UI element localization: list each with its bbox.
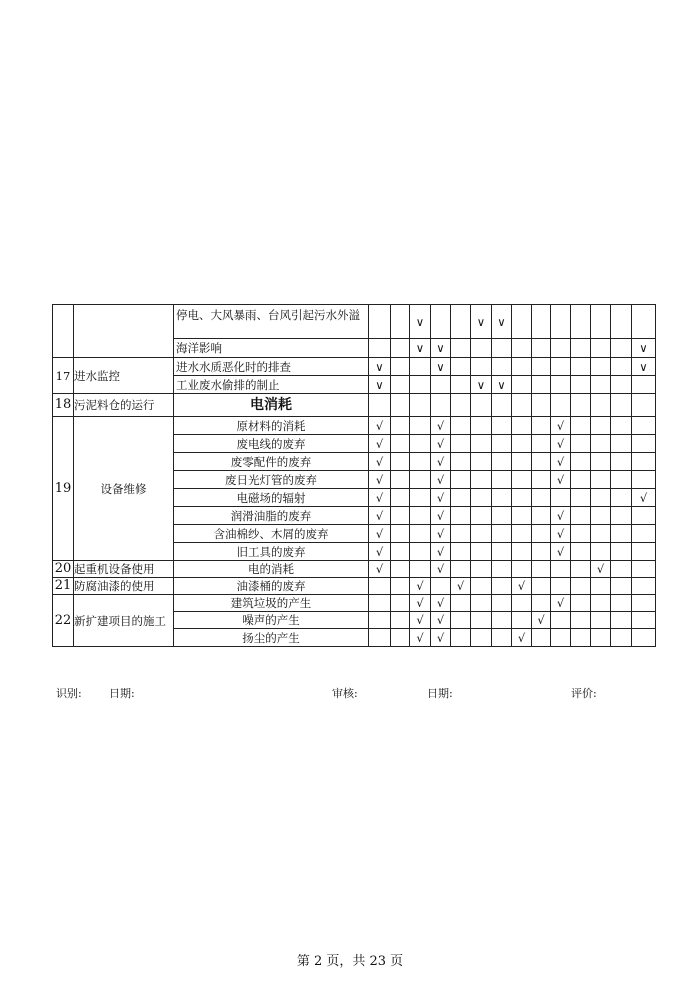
mark-cell — [632, 561, 656, 578]
mark-cell — [591, 435, 611, 453]
mark-cell — [512, 489, 532, 507]
mark-cell — [551, 339, 571, 358]
mark-cell — [591, 507, 611, 525]
mark-cell: √ — [431, 453, 451, 471]
mark-cell: √ — [431, 612, 451, 629]
mark-cell — [591, 358, 611, 376]
mark-cell — [551, 376, 571, 394]
mark-cell: ∨ — [471, 305, 492, 339]
mark-cell — [492, 595, 512, 612]
mark-cell — [451, 358, 471, 376]
mark-cell — [591, 471, 611, 489]
mark-cell — [532, 358, 551, 376]
mark-cell — [591, 339, 611, 358]
mark-cell — [571, 417, 591, 435]
mark-cell — [571, 376, 591, 394]
mark-cell — [391, 595, 410, 612]
mark-cell — [611, 525, 632, 543]
evaluate-label: 评价: — [571, 687, 597, 700]
row-number: 18 — [53, 394, 74, 417]
aspect-name: 旧工具的废弃 — [174, 543, 369, 561]
table-row — [53, 417, 656, 435]
mark-cell — [492, 339, 512, 358]
mark-cell: √ — [369, 561, 391, 578]
mark-cell — [591, 376, 611, 394]
table-row — [53, 305, 656, 339]
mark-cell — [451, 305, 471, 339]
mark-cell — [451, 629, 471, 647]
mark-cell — [369, 595, 391, 612]
mark-cell — [571, 543, 591, 561]
mark-cell — [492, 525, 512, 543]
mark-cell — [410, 394, 431, 417]
mark-cell: √ — [591, 561, 611, 578]
mark-cell: ∨ — [410, 339, 431, 358]
mark-cell — [410, 471, 431, 489]
mark-cell — [632, 471, 656, 489]
aspect-name: 噪声的产生 — [174, 612, 369, 629]
mark-cell: √ — [369, 417, 391, 435]
mark-cell — [532, 489, 551, 507]
mark-cell: √ — [512, 578, 532, 595]
process-name: 污泥料仓的运行 — [74, 394, 174, 417]
mark-cell — [369, 612, 391, 629]
mark-cell — [571, 612, 591, 629]
mark-cell — [471, 612, 492, 629]
row-number: 22 — [53, 595, 74, 647]
mark-cell: √ — [410, 595, 431, 612]
mark-cell — [471, 358, 492, 376]
aspect-name: 原材料的消耗 — [174, 417, 369, 435]
mark-cell — [571, 525, 591, 543]
mark-cell — [551, 561, 571, 578]
mark-cell — [471, 435, 492, 453]
mark-cell — [591, 578, 611, 595]
mark-cell — [492, 578, 512, 595]
mark-cell — [410, 507, 431, 525]
mark-cell — [471, 543, 492, 561]
mark-cell — [451, 394, 471, 417]
mark-cell — [391, 525, 410, 543]
mark-cell — [591, 595, 611, 612]
mark-cell — [492, 507, 512, 525]
mark-cell — [451, 561, 471, 578]
mark-cell — [492, 394, 512, 417]
mark-cell — [410, 543, 431, 561]
mark-cell — [632, 435, 656, 453]
mark-cell — [391, 417, 410, 435]
mark-cell — [571, 339, 591, 358]
mark-cell — [451, 453, 471, 471]
aspect-name: 废零配件的废弃 — [174, 453, 369, 471]
mark-cell — [591, 417, 611, 435]
mark-cell — [571, 561, 591, 578]
table-row — [53, 595, 656, 612]
row-number: 20 — [53, 561, 74, 578]
mark-cell — [512, 612, 532, 629]
aspect-name: 润滑油脂的废弃 — [174, 507, 369, 525]
mark-cell: √ — [551, 435, 571, 453]
mark-cell — [611, 543, 632, 561]
mark-cell: ∨ — [369, 376, 391, 394]
aspect-table — [52, 304, 656, 647]
mark-cell — [492, 543, 512, 561]
mark-cell — [632, 305, 656, 339]
mark-cell — [471, 417, 492, 435]
mark-cell — [369, 578, 391, 595]
mark-cell — [369, 305, 391, 339]
mark-cell — [492, 435, 512, 453]
mark-cell — [451, 435, 471, 453]
mark-cell — [492, 629, 512, 647]
row-number: 21 — [53, 578, 74, 595]
mark-cell — [512, 435, 532, 453]
mark-cell: √ — [410, 612, 431, 629]
mark-cell — [391, 435, 410, 453]
mark-cell — [532, 507, 551, 525]
mark-cell — [512, 507, 532, 525]
mark-cell: √ — [410, 629, 431, 647]
mark-cell: √ — [551, 417, 571, 435]
mark-cell — [410, 417, 431, 435]
mark-cell — [532, 376, 551, 394]
mark-cell: √ — [410, 578, 431, 595]
mark-cell — [611, 358, 632, 376]
mark-cell: √ — [431, 525, 451, 543]
mark-cell: √ — [532, 612, 551, 629]
mark-cell — [391, 578, 410, 595]
mark-cell — [591, 453, 611, 471]
mark-cell — [591, 394, 611, 417]
mark-cell — [369, 629, 391, 647]
mark-cell: √ — [431, 561, 451, 578]
table-row — [53, 561, 656, 578]
mark-cell: √ — [451, 578, 471, 595]
mark-cell — [532, 595, 551, 612]
mark-cell — [410, 435, 431, 453]
review-label: 审核: — [332, 687, 358, 700]
mark-cell — [471, 453, 492, 471]
mark-cell — [571, 507, 591, 525]
process-name: 新扩建项目的施工 — [74, 595, 174, 647]
mark-cell — [369, 394, 391, 417]
mark-cell: √ — [369, 453, 391, 471]
page-number: 第 2 页，共 23 页 — [296, 954, 404, 969]
mark-cell: ∨ — [492, 305, 512, 339]
mark-cell — [532, 339, 551, 358]
process-name: 起重机设备使用 — [74, 561, 174, 578]
mark-cell — [492, 417, 512, 435]
table-row — [53, 578, 656, 595]
mark-cell — [632, 612, 656, 629]
mark-cell — [431, 305, 451, 339]
mark-cell — [571, 489, 591, 507]
row-number: 17 — [53, 358, 74, 394]
mark-cell — [611, 417, 632, 435]
mark-cell — [512, 561, 532, 578]
mark-cell — [611, 561, 632, 578]
mark-cell — [471, 561, 492, 578]
mark-cell: √ — [431, 435, 451, 453]
mark-cell — [512, 358, 532, 376]
aspect-name: 电的消耗 — [174, 561, 369, 578]
aspect-name: 电磁场的辐射 — [174, 489, 369, 507]
mark-cell: √ — [551, 595, 571, 612]
mark-cell — [471, 578, 492, 595]
mark-cell — [611, 629, 632, 647]
aspect-name: 工业废水偷排的制止 — [174, 376, 369, 394]
mark-cell — [551, 305, 571, 339]
mark-cell: √ — [369, 525, 391, 543]
mark-cell — [611, 305, 632, 339]
mark-cell — [391, 629, 410, 647]
mark-cell — [391, 612, 410, 629]
mark-cell: ∨ — [431, 358, 451, 376]
mark-cell: √ — [431, 507, 451, 525]
row-number: 19 — [53, 417, 74, 561]
mark-cell — [391, 305, 410, 339]
process-name: 设备维修 — [74, 417, 174, 561]
mark-cell — [471, 471, 492, 489]
mark-cell — [512, 339, 532, 358]
mark-cell — [551, 358, 571, 376]
date-label-1: 日期: — [109, 687, 135, 700]
mark-cell: √ — [431, 629, 451, 647]
mark-cell — [632, 543, 656, 561]
mark-cell: √ — [431, 489, 451, 507]
mark-cell — [551, 394, 571, 417]
mark-cell — [532, 561, 551, 578]
mark-cell — [451, 595, 471, 612]
aspect-name: 废电线的废弃 — [174, 435, 369, 453]
mark-cell: √ — [551, 507, 571, 525]
aspect-name: 含油棉纱、木屑的废弃 — [174, 525, 369, 543]
mark-cell — [611, 394, 632, 417]
mark-cell — [471, 525, 492, 543]
mark-cell — [611, 507, 632, 525]
mark-cell: √ — [369, 435, 391, 453]
process-name: 进水监控 — [74, 358, 174, 394]
mark-cell — [551, 629, 571, 647]
mark-cell — [471, 394, 492, 417]
mark-cell — [391, 471, 410, 489]
mark-cell: √ — [431, 417, 451, 435]
mark-cell — [632, 507, 656, 525]
mark-cell — [391, 453, 410, 471]
mark-cell: √ — [369, 471, 391, 489]
mark-cell — [410, 561, 431, 578]
mark-cell — [591, 525, 611, 543]
mark-cell — [492, 612, 512, 629]
identify-label: 识别: — [56, 687, 82, 700]
mark-cell — [471, 595, 492, 612]
mark-cell — [451, 417, 471, 435]
mark-cell: √ — [431, 471, 451, 489]
mark-cell — [571, 471, 591, 489]
mark-cell — [571, 305, 591, 339]
mark-cell: √ — [369, 507, 391, 525]
mark-cell: ∨ — [632, 339, 656, 358]
aspect-name: 废日光灯管的废弃 — [174, 471, 369, 489]
mark-cell: ∨ — [410, 305, 431, 339]
row-number — [53, 305, 74, 358]
mark-cell — [532, 394, 551, 417]
mark-cell: ∨ — [632, 358, 656, 376]
mark-cell — [571, 358, 591, 376]
mark-cell — [512, 453, 532, 471]
process-name — [74, 305, 174, 358]
mark-cell — [451, 507, 471, 525]
mark-cell — [451, 339, 471, 358]
mark-cell — [451, 489, 471, 507]
mark-cell: √ — [431, 595, 451, 612]
mark-cell — [532, 435, 551, 453]
process-name: 防腐油漆的使用 — [74, 578, 174, 595]
mark-cell — [431, 376, 451, 394]
mark-cell — [391, 489, 410, 507]
mark-cell — [532, 525, 551, 543]
table-row — [53, 394, 656, 417]
mark-cell — [632, 578, 656, 595]
mark-cell — [591, 543, 611, 561]
mark-cell — [391, 543, 410, 561]
mark-cell — [512, 417, 532, 435]
table-row — [53, 358, 656, 376]
mark-cell: √ — [551, 525, 571, 543]
mark-cell — [611, 339, 632, 358]
mark-cell — [471, 629, 492, 647]
mark-cell: √ — [512, 629, 532, 647]
mark-cell — [532, 471, 551, 489]
mark-cell — [492, 489, 512, 507]
mark-cell — [391, 358, 410, 376]
mark-cell — [611, 435, 632, 453]
mark-cell — [492, 453, 512, 471]
mark-cell — [611, 471, 632, 489]
aspect-name: 停电、大风暴雨、台风引起污水外溢 — [174, 305, 369, 339]
mark-cell — [632, 394, 656, 417]
mark-cell — [492, 561, 512, 578]
mark-cell — [591, 629, 611, 647]
mark-cell — [532, 417, 551, 435]
mark-cell — [591, 612, 611, 629]
mark-cell — [391, 507, 410, 525]
mark-cell — [532, 305, 551, 339]
mark-cell — [532, 543, 551, 561]
mark-cell: √ — [369, 489, 391, 507]
mark-cell — [611, 612, 632, 629]
mark-cell — [571, 435, 591, 453]
mark-cell — [512, 525, 532, 543]
mark-cell — [431, 578, 451, 595]
mark-cell — [410, 489, 431, 507]
date-label-2: 日期: — [427, 687, 453, 700]
mark-cell: ∨ — [471, 376, 492, 394]
mark-cell — [410, 453, 431, 471]
mark-cell — [532, 629, 551, 647]
aspect-name: 建筑垃圾的产生 — [174, 595, 369, 612]
mark-cell — [611, 489, 632, 507]
mark-cell — [471, 489, 492, 507]
mark-cell: √ — [369, 543, 391, 561]
mark-cell — [451, 376, 471, 394]
mark-cell — [471, 339, 492, 358]
mark-cell — [451, 525, 471, 543]
mark-cell — [410, 376, 431, 394]
mark-cell — [551, 612, 571, 629]
mark-cell — [571, 394, 591, 417]
mark-cell — [512, 394, 532, 417]
mark-cell — [512, 305, 532, 339]
mark-cell — [632, 376, 656, 394]
aspect-name: 进水水质恶化时的排查 — [174, 358, 369, 376]
mark-cell: ∨ — [431, 339, 451, 358]
mark-cell — [492, 358, 512, 376]
mark-cell — [512, 376, 532, 394]
mark-cell: ∨ — [492, 376, 512, 394]
aspect-name: 电消耗 — [174, 394, 369, 417]
aspect-name: 油漆桶的废弃 — [174, 578, 369, 595]
mark-cell — [451, 612, 471, 629]
mark-cell — [410, 525, 431, 543]
mark-cell — [410, 358, 431, 376]
mark-cell — [391, 561, 410, 578]
mark-cell — [471, 507, 492, 525]
mark-cell: √ — [551, 453, 571, 471]
mark-cell: √ — [551, 471, 571, 489]
mark-cell — [391, 339, 410, 358]
mark-cell — [512, 595, 532, 612]
mark-cell — [551, 489, 571, 507]
mark-cell — [431, 394, 451, 417]
mark-cell — [532, 453, 551, 471]
mark-cell — [632, 595, 656, 612]
mark-cell — [369, 339, 391, 358]
mark-cell — [571, 595, 591, 612]
mark-cell — [391, 394, 410, 417]
mark-cell — [632, 525, 656, 543]
mark-cell — [451, 471, 471, 489]
mark-cell — [611, 453, 632, 471]
mark-cell — [512, 471, 532, 489]
mark-cell — [632, 629, 656, 647]
mark-cell — [571, 629, 591, 647]
mark-cell — [611, 578, 632, 595]
mark-cell — [551, 578, 571, 595]
mark-cell — [611, 595, 632, 612]
mark-cell — [391, 376, 410, 394]
mark-cell — [611, 376, 632, 394]
mark-cell — [532, 578, 551, 595]
mark-cell — [632, 453, 656, 471]
mark-cell: √ — [551, 543, 571, 561]
aspect-name: 扬尘的产生 — [174, 629, 369, 647]
mark-cell — [571, 578, 591, 595]
mark-cell — [512, 543, 532, 561]
aspect-name: 海洋影响 — [174, 339, 369, 358]
mark-cell: ∨ — [369, 358, 391, 376]
mark-cell — [451, 543, 471, 561]
mark-cell — [591, 305, 611, 339]
mark-cell: √ — [431, 543, 451, 561]
mark-cell: √ — [632, 489, 656, 507]
mark-cell — [492, 471, 512, 489]
mark-cell — [632, 417, 656, 435]
mark-cell — [571, 453, 591, 471]
mark-cell — [591, 489, 611, 507]
